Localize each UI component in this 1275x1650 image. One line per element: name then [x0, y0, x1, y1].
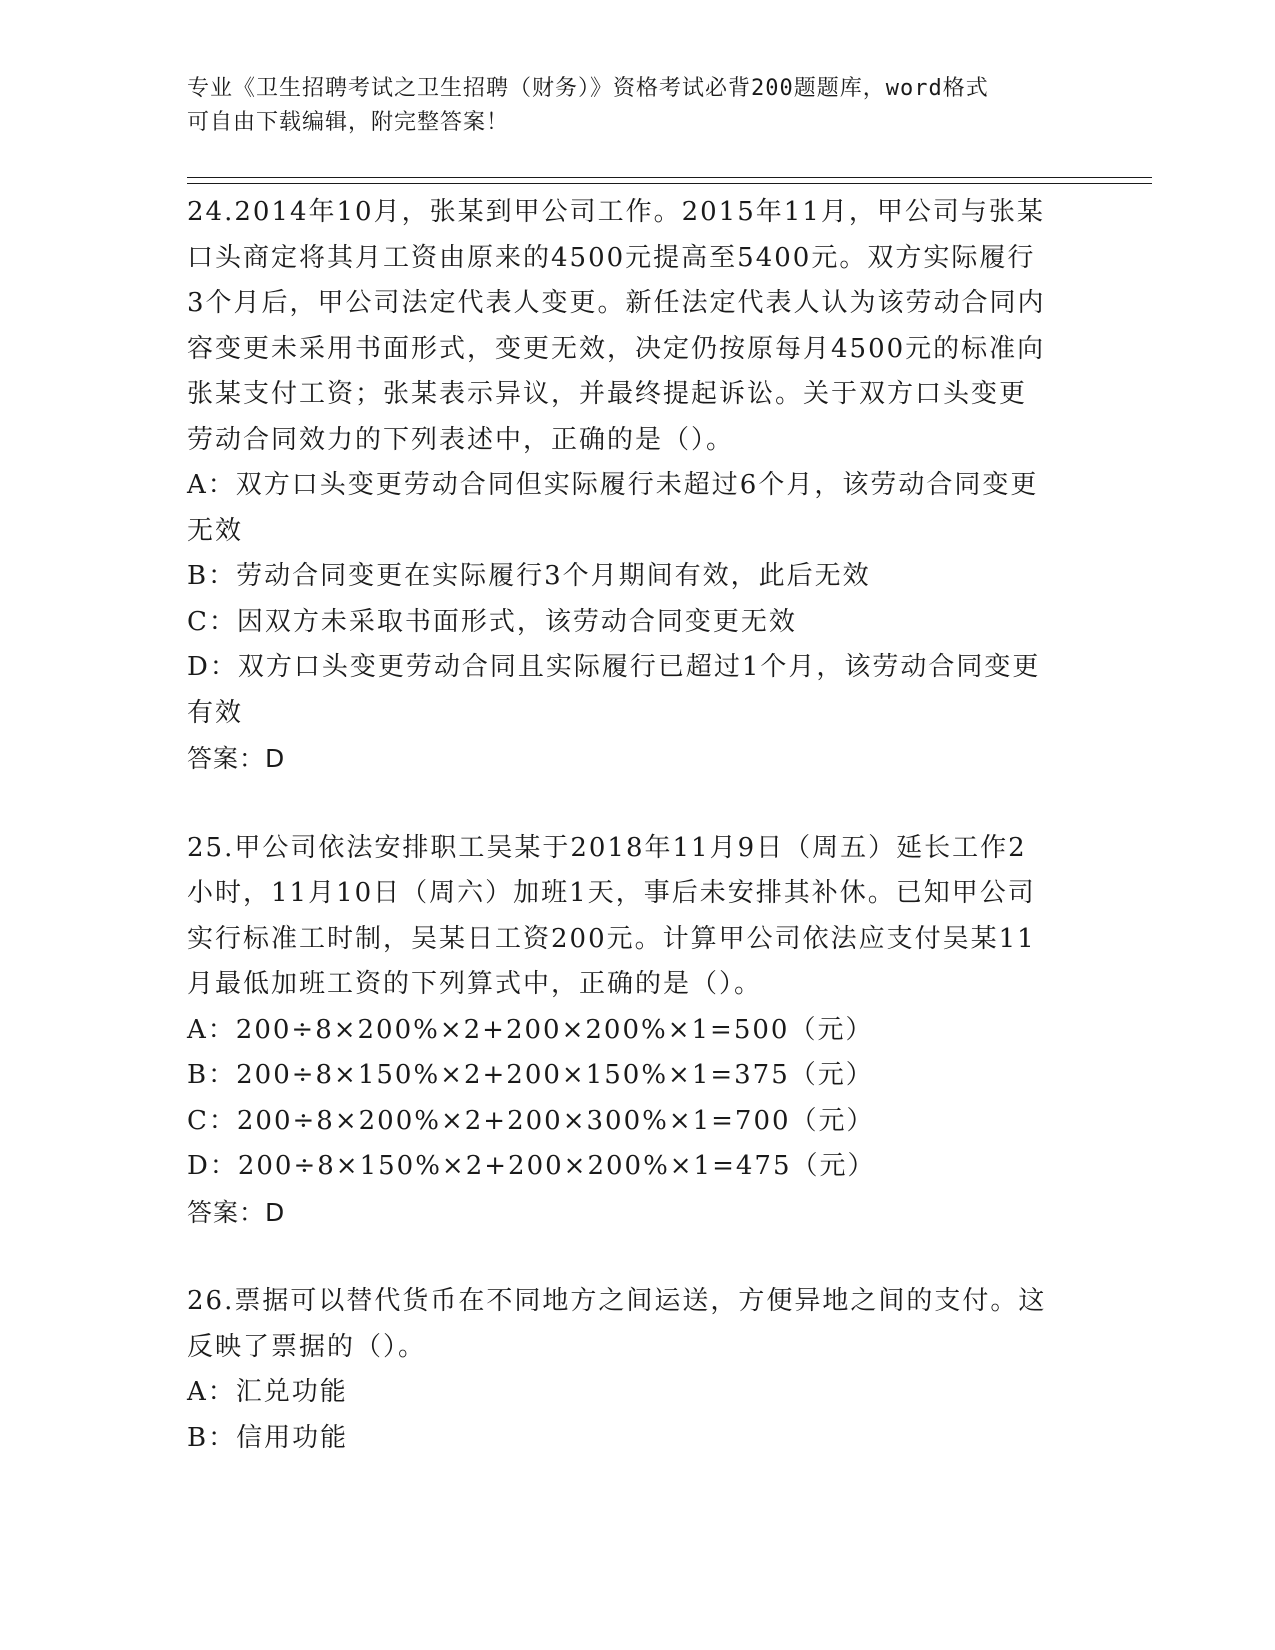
header-divider-bottom [187, 183, 1152, 184]
question-stem-line: 小时，11月10日（周六）加班1天，事后未安排其补休。已知甲公司 [187, 878, 1036, 908]
option-b: B：劳动合同变更在实际履行3个月期间有效，此后无效 [187, 561, 871, 591]
question-stem-line: 25.甲公司依法安排职工吴某于2018年11月9日（周五）延长工作2 [187, 832, 1027, 863]
option-c: C：因双方未采取书面形式，该劳动合同变更无效 [187, 606, 797, 637]
question-26 [187, 1279, 1087, 1461]
question-stem-line: 劳动合同效力的下列表述中，正确的是（）。 [187, 424, 735, 455]
header-divider-top [187, 177, 1152, 178]
option-a: A：汇兑功能 [187, 1377, 348, 1407]
option-a: A：200÷8×200%×2+200×200%×1=500（元） [187, 1014, 874, 1045]
option-d: D：200÷8×150%×2+200×200%×1=475（元） [187, 1151, 876, 1181]
header-line: 专业《卫生招聘考试之卫生招聘（财务）》资格考试必背200题题库，word格式 [187, 76, 989, 101]
question-stem-line: 口头商定将其月工资由原来的4500元提高至5400元。双方实际履行 [187, 242, 1036, 273]
header-line: 可自由下载编辑，附完整答案！ [187, 110, 510, 135]
option-a-continued: 无效 [187, 515, 244, 546]
option-d: D：双方口头变更劳动合同且实际履行已超过1个月，该劳动合同变更 [187, 652, 1041, 682]
question-stem-line: 反映了票据的（）。 [187, 1331, 427, 1362]
question-stem-line: 容变更未采用书面形式，变更无效，决定仍按原每月4500元的标准向 [187, 333, 1046, 364]
option-a: A：双方口头变更劳动合同但实际履行未超过6个月，该劳动合同变更 [187, 470, 1039, 500]
option-d-continued: 有效 [187, 697, 244, 728]
document-header [187, 72, 1067, 140]
option-b: B：200÷8×150%×2+200×150%×1=375（元） [187, 1060, 874, 1090]
question-stem-line: 26.票据可以替代货币在不同地方之间运送，方便异地之间的支付。这 [187, 1286, 1047, 1316]
question-24 [187, 190, 1087, 782]
question-stem-line: 24.2014年10月，张某到甲公司工作。2015年11月，甲公司与张某 [187, 197, 1045, 227]
option-c: C：200÷8×200%×2+200×300%×1=700（元） [187, 1105, 875, 1136]
question-25 [187, 826, 1087, 1236]
question-list [187, 190, 1087, 1505]
question-stem-line: 张某支付工资；张某表示异议，并最终提起诉讼。关于双方口头变更 [187, 379, 1028, 409]
question-stem-line: 3个月后，甲公司法定代表人变更。新任法定代表人认为该劳动合同内 [187, 288, 1046, 318]
answer-label: 答案：D [187, 1197, 286, 1227]
answer-label: 答案：D [187, 744, 286, 773]
option-b: B：信用功能 [187, 1422, 349, 1453]
question-stem-line: 实行标准工时制，吴某日工资200元。计算甲公司依法应支付吴某11 [187, 923, 1036, 954]
question-stem-line: 月最低加班工资的下列算式中，正确的是（）。 [187, 969, 763, 999]
